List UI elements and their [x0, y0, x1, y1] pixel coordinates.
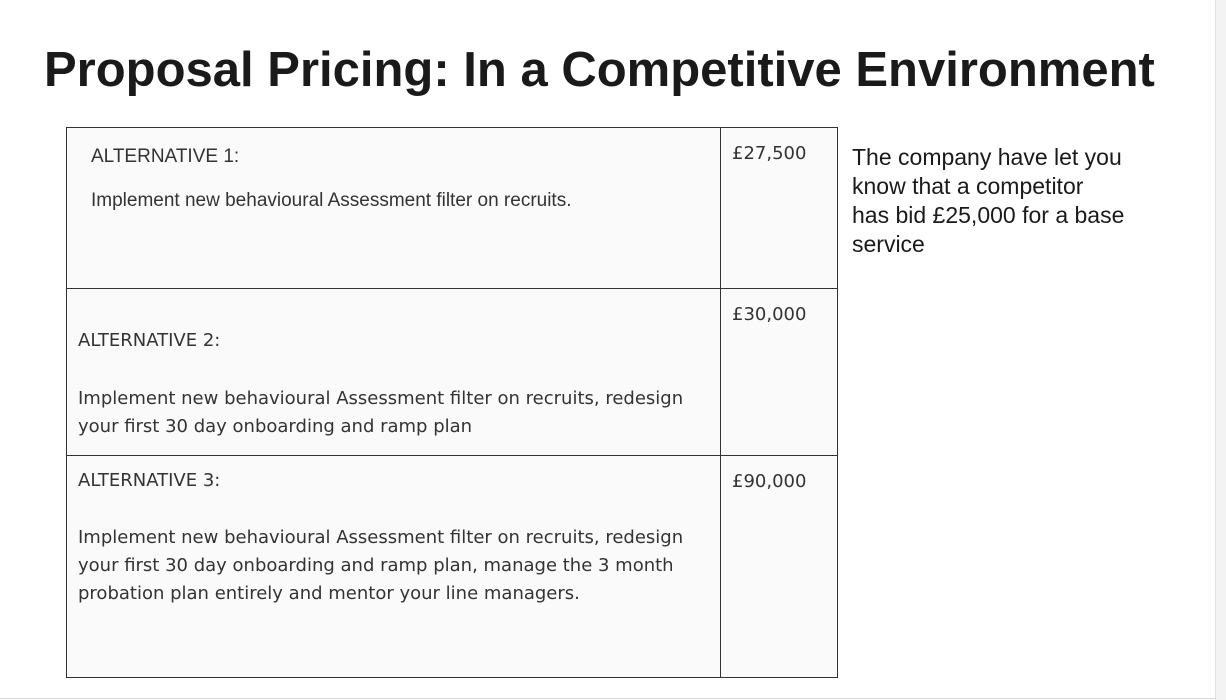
scrollbar-track[interactable] [1215, 0, 1226, 700]
competitor-note[interactable] [852, 143, 1182, 259]
slide-title: Proposal Pricing: In a Competitive Environment [44, 43, 1155, 97]
alternative-price-cell[interactable] [721, 128, 838, 289]
alternative-price-cell[interactable] [721, 455, 838, 677]
alternative-price: £90,000 [732, 470, 807, 492]
alternative-description-cell[interactable] [67, 289, 721, 455]
note-line: know that a competitor [852, 173, 1084, 199]
note-line: service [852, 231, 925, 257]
pricing-table [66, 127, 838, 678]
alternative-description-cell[interactable] [67, 455, 721, 677]
alternative-heading: ALTERNATIVE 1: [91, 146, 240, 167]
alternative-description: Implement new behavioural Assessment filter on recruits. [91, 190, 572, 211]
note-line: The company have let you [852, 144, 1122, 170]
alternative-heading: ALTERNATIVE 2: [78, 330, 221, 352]
note-line: has bid £25,000 for a base [852, 202, 1125, 228]
alternative-description-cell[interactable] [67, 128, 721, 289]
alternative-price: £30,000 [732, 304, 807, 326]
table-row-alternative-1 [67, 128, 838, 289]
alternative-price: £27,500 [732, 143, 807, 164]
alternative-description: Implement new behavioural Assessment filter on recruits, redesign your first 30 day onboarding and ramp plan, manage the 3 month probation plan entirely and mentor your line managers. [78, 526, 684, 604]
table-row-alternative-3 [67, 455, 838, 677]
alternative-price-cell[interactable] [721, 289, 838, 455]
alternative-description: Implement new behavioural Assessment filter on recruits, redesign your first 30 day onboarding and ramp plan [78, 388, 684, 438]
alternative-heading: ALTERNATIVE 3: [78, 469, 221, 491]
table-row-alternative-2 [67, 289, 838, 455]
